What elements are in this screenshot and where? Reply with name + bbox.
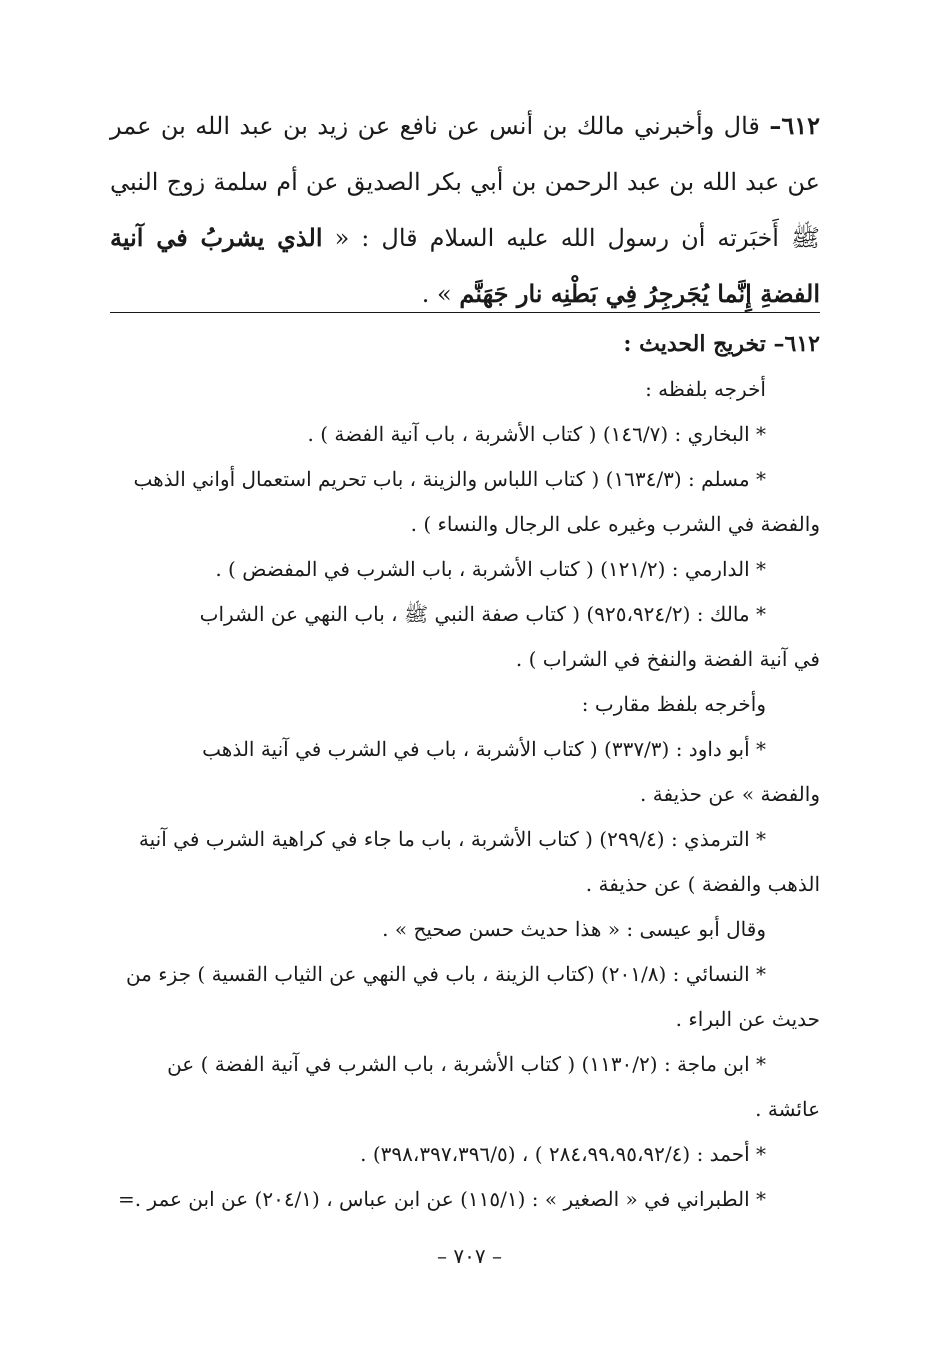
takhrij-item-continuation: الذهب والفضة ) عن حذيفة . bbox=[585, 872, 820, 896]
takhrij-item-text: * الترمذي : (٢٩٩/٤) ( كتاب الأشربة ، باب ما جاء في كراهية الشرب في آنية bbox=[138, 827, 766, 851]
takhrij-item-text: * البخاري : (١٤٦/٧) ( كتاب الأشربة ، باب آنية الفضة ) . bbox=[307, 422, 766, 446]
takhrij-item-text: * مسلم : (١٦٣٤/٣) ( كتاب اللباس والزينة ، باب تحريم استعمال أواني الذهب bbox=[133, 467, 766, 491]
takhrij-list bbox=[110, 367, 820, 1222]
takhrij-item bbox=[110, 727, 820, 817]
takhrij-item-text: * أحمد : (٢٨٤،٩٩،٩٥،٩٢/٤ ) ، (٣٩٨،٣٩٧،٣٩٦/٥) . bbox=[360, 1142, 766, 1166]
takhrij-item-continuation: عائشة . bbox=[755, 1097, 820, 1121]
takhrij-item bbox=[110, 457, 820, 547]
takhrij-item bbox=[110, 547, 820, 592]
hadith-number: ٦١٢– bbox=[769, 111, 820, 140]
takhrij-heading: ٦١٢– تخريج الحديث : bbox=[623, 331, 820, 357]
takhrij-item bbox=[110, 592, 820, 682]
takhrij-item bbox=[110, 817, 820, 907]
takhrij-item bbox=[110, 952, 820, 1042]
takhrij-item-text: * الطبراني في « الصغير » : (١١٥/١) عن ابن عباس ، (٢٠٤/١) عن ابن عمر .= bbox=[117, 1187, 766, 1211]
takhrij-item-text: * أبو داود : (٣٣٧/٣) ( كتاب الأشربة ، باب في الشرب في آنية الذهب bbox=[202, 737, 766, 761]
page-number: – ٧٠٧ – bbox=[437, 1244, 502, 1268]
hadith-text bbox=[110, 98, 820, 322]
takhrij-item-continuation: والفضة » عن حذيفة . bbox=[640, 782, 820, 806]
hadith-closing: » . bbox=[421, 280, 452, 308]
separator-rule bbox=[110, 312, 820, 313]
takhrij-item bbox=[110, 1042, 820, 1132]
takhrij-section bbox=[110, 322, 820, 1222]
takhrij-item-text: * الدارمي : (١٢١/٢) ( كتاب الأشربة ، باب الشرب في المفضض ) . bbox=[215, 557, 766, 581]
takhrij-item-text: * النسائي : (٢٠١/٨) (كتاب الزينة ، باب في النهي عن الثياب القسية ) جزء من bbox=[125, 962, 766, 986]
takhrij-item-continuation: حديث عن البراء . bbox=[675, 1007, 820, 1031]
takhrij-note: وأخرجه بلفظ مقارب : bbox=[581, 692, 766, 716]
takhrij-note: وقال أبو عيسى : « هذا حديث حسن صحيح » . bbox=[382, 917, 766, 941]
hadith-narration: قال وأخبرني مالك بن أنس عن نافع عن زيد بن عبد الله بن عمر عن عبد الله بن عبد الرحمن بن أبي بكر الصديق عن أم سلمة زوج النبي ﷺ أَخبَرته أن رسول الله عليه السلام قال : « bbox=[110, 112, 820, 252]
takhrij-item-continuation: والفضة في الشرب وغيره على الرجال والنساء ) . bbox=[410, 512, 820, 536]
takhrij-item bbox=[110, 412, 820, 457]
hadith-quote: الذي يشربُ في آنية الفضةِ إِنَّما يُجَرجِرُ فِي بَطْنِه نار جَهَنَّم bbox=[110, 223, 820, 308]
takhrij-item bbox=[110, 1132, 820, 1177]
takhrij-item-text: * ابن ماجة : (١١٣٠/٢) ( كتاب الأشربة ، باب الشرب في آنية الفضة ) عن bbox=[167, 1052, 766, 1076]
takhrij-note: أخرجه بلفظه : bbox=[645, 377, 766, 401]
takhrij-item-text: * مالك : (٩٢٥،٩٢٤/٢) ( كتاب صفة النبي ﷺ ، باب النهي عن الشراب bbox=[199, 602, 766, 626]
takhrij-item-continuation: في آنية الفضة والنفخ في الشراب ) . bbox=[515, 647, 820, 671]
takhrij-item bbox=[110, 1177, 820, 1222]
